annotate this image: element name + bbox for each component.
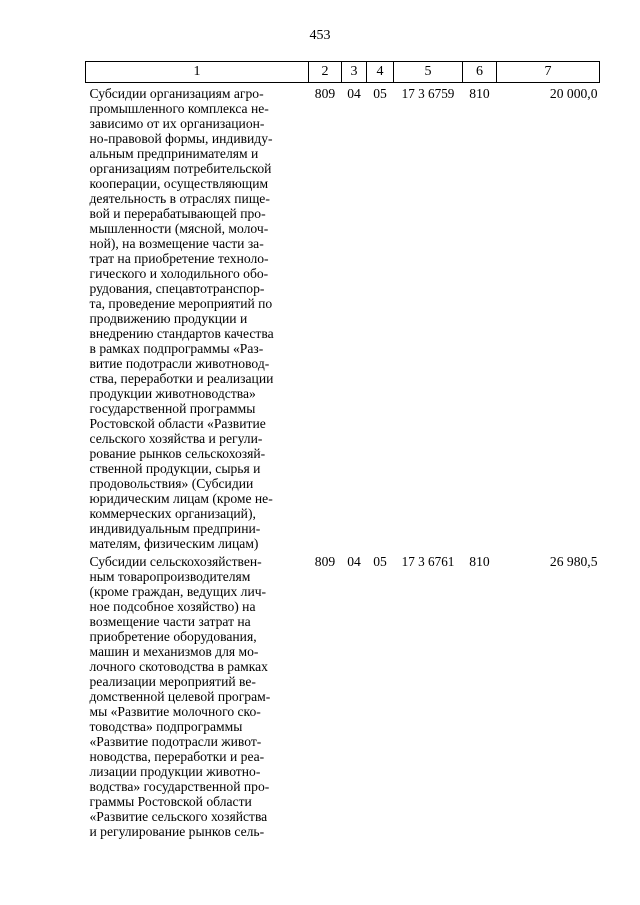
row-ministry-code: 809 (314, 554, 336, 569)
row-description: Субсидии организациям агро- промышленного комплекса не- зависимо от их организацион- но-правовой формы, индивиду- альным предпринимателям и организациям потребительской кооперации, осуществляющим деятельность в отраслях пище- вой и перерабатывающей про- мышленности (мясной, молоч- ной), на возмещение части за- трат на приобретение техноло- гического и холодильного обо- рудования, спецавтотранспор- та, проведение мероприятий по продвижению продукции и внедрению стандартов качества в рамках подпрограммы «Раз- витие подотрасли животновод- ства, переработки и реализации продукции животноводства» государственной программы Ростовской области «Развитие сельского хозяйства и регули- рование рынков сельскохозяй- ственной продукции, сырья и продовольствия» (Субсидии юридическим лицам (кроме не- коммерческих организаций), индивидуальным предприни- мателям, физическим лицам) (89, 86, 274, 551)
row-ministry-code: 809 (314, 86, 336, 101)
column-header-4: 4 (367, 62, 394, 83)
row-subsection-code: 05 (373, 86, 387, 101)
budget-table (85, 61, 600, 854)
column-header-2: 2 (309, 62, 342, 83)
row-subsection-code: 05 (373, 554, 387, 569)
table-header-row (86, 62, 600, 83)
table-row (86, 83, 600, 552)
row-section-code: 04 (347, 86, 361, 101)
column-header-6: 6 (463, 62, 497, 83)
column-header-3: 3 (342, 62, 367, 83)
row-expense-type-code: 810 (469, 554, 490, 569)
row-amount: 20 000,0 (549, 86, 598, 101)
row-section-code: 04 (347, 554, 361, 569)
row-target-article-code: 17 3 6759 (401, 86, 455, 101)
column-header-1: 1 (86, 62, 309, 83)
row-description: Субсидии сельскохозяйствен- ным товаропроизводителям (кроме граждан, ведущих лич- ное подсобное хозяйство) на возмещение части затрат на приобретение оборудования, машин и механизмов для мо- лочного скотоводства в рамках реализации мероприятий ве- домственной целевой програм- мы «Развитие молочного ско- товодства» подпрограммы «Развитие подотрасли живот- новодства, переработки и реа- лизации продукции животно- водства» государственной про- граммы Ростовской области «Развитие сельского хозяйства и регулирование рынков сель- (89, 554, 271, 839)
row-amount: 26 980,5 (549, 554, 598, 569)
column-header-5: 5 (394, 62, 463, 83)
page-number: 453 (309, 28, 331, 43)
table-row (86, 551, 600, 854)
column-header-7: 7 (497, 62, 600, 83)
row-expense-type-code: 810 (469, 86, 490, 101)
row-target-article-code: 17 3 6761 (401, 554, 455, 569)
